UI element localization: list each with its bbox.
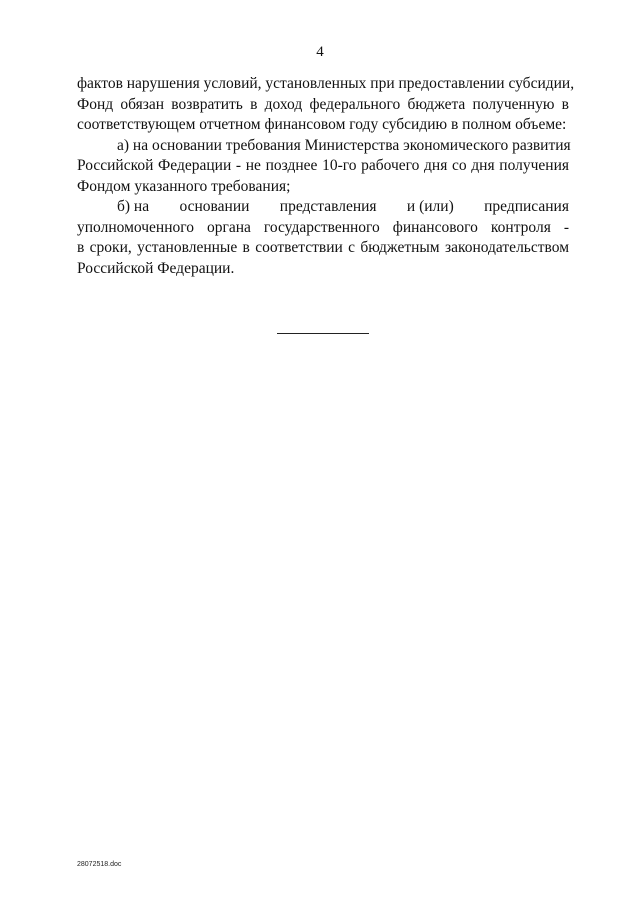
paragraph-intro (77, 74, 575, 136)
item-b-line: уполномоченного органа государственного финансового контроля - (77, 218, 569, 236)
item-b-first-line (77, 197, 569, 218)
page-number: 4 (316, 44, 324, 60)
end-divider (277, 333, 369, 334)
item-b-line: в сроки, установленные в соответствии с бюджетным законодательством (77, 239, 569, 256)
item-a-line: Фондом указанного требования; (77, 177, 291, 195)
footer-doc-code: 28072518.doc (77, 861, 122, 868)
item-b-word: основании (179, 198, 250, 215)
paragraph-line: соответствующем отчетном финансовом году субсидию в полном объеме: (77, 116, 567, 133)
paragraph-line: Фонд обязан возвратить в доход федерального бюджета полученную в (77, 95, 569, 113)
item-b-word: б) на (117, 198, 150, 215)
item-a-line: а) на основании требования Министерства экономического развития (117, 136, 571, 154)
item-b-word: представления (279, 198, 377, 215)
paragraph-line: фактов нарушения условий, установленных при предоставлении субсидии, (77, 75, 575, 92)
item-b-word: и (или) (406, 198, 454, 215)
item-a-line: Российской Федерации - не позднее 10-го рабочего дня со дня получения (77, 157, 569, 174)
item-a (77, 136, 569, 198)
item-b-line: Российской Федерации. (77, 259, 235, 277)
document-body (77, 74, 575, 279)
item-b-word: предписания (484, 198, 569, 215)
item-b (77, 197, 569, 279)
